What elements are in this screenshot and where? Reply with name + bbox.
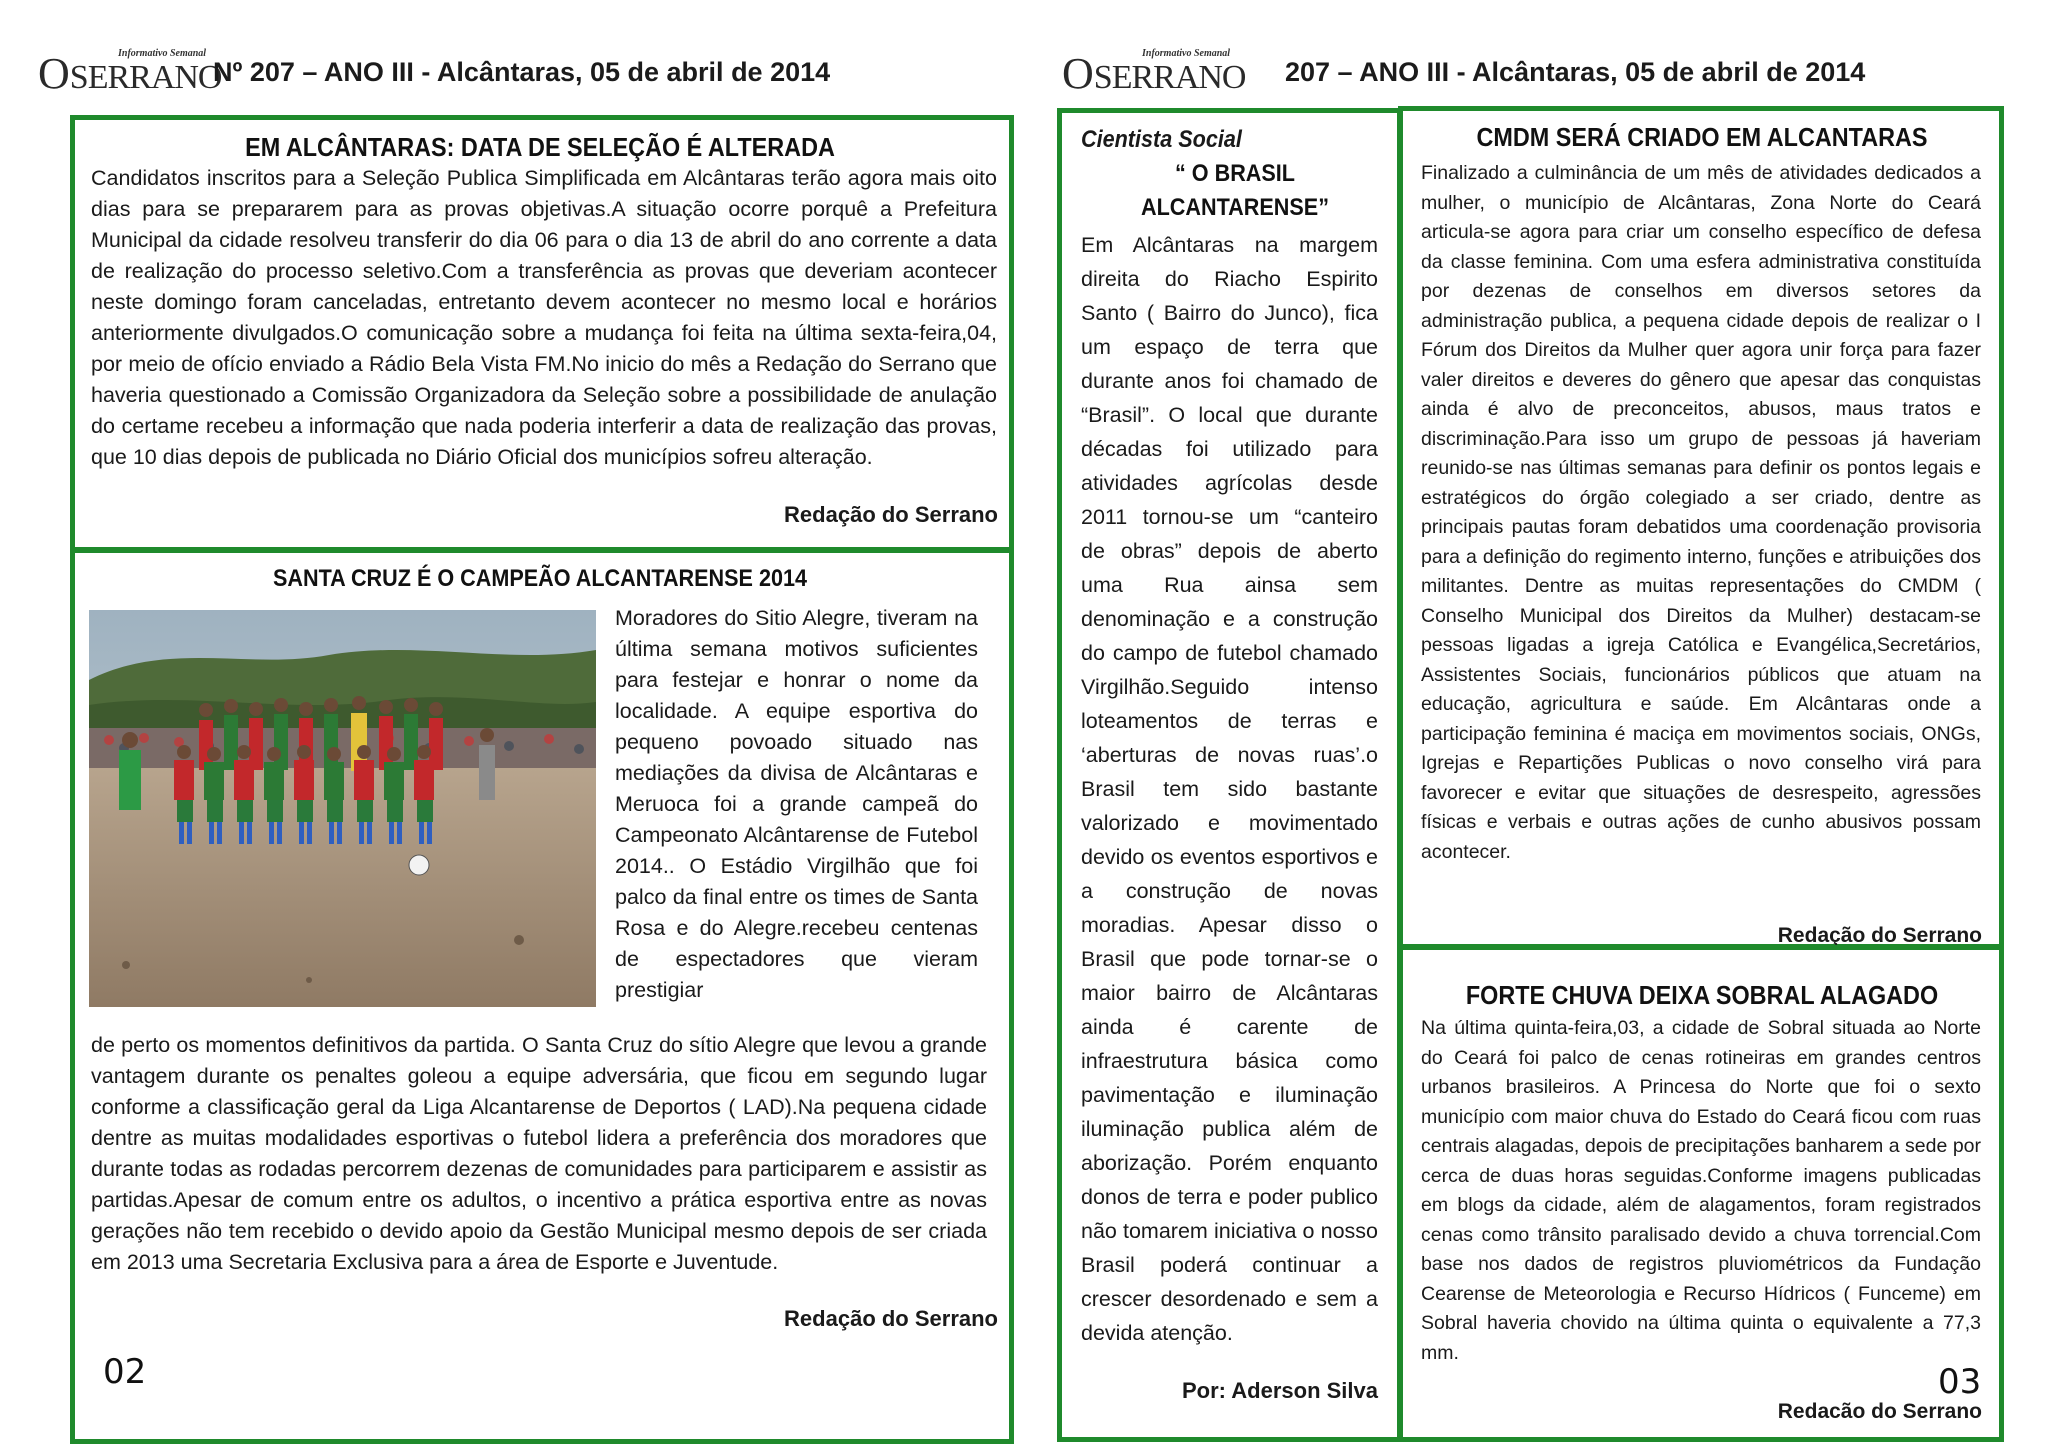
article-cmdm-title: CMDM SERÁ CRIADO EM ALCANTARAS (1476, 122, 1928, 152)
left-logo-tagline: Informativo Semanal (118, 48, 207, 59)
logo-wordmark: SERRANO (69, 59, 222, 96)
column-brasil-kicker: Cientista Social (1081, 126, 1242, 153)
article-cmdm-body: Finalizado a culminância de um mês de atividades dedicados a mulher, o município de Alcântaras, Zona Norte do Ceará articula-se agora para criar um conselho específico de defesa da classe feminina. Com uma esfera administrativa constituída por dezenas de conselhos em diversos setores da administração publica, a pequena cidade depois de realizar o I Fórum dos Direitos da Mulher quer agora unir força para fazer valer direitos e deveres do gênero que apesar das conquistas ainda é alvo de preconceitos, abusos, maus tratos e discriminação.Para isso um grupo de pessoas já haveriam reunido-se nas últimas semanas para definir os pontos legais e estratégicos do órgão colegiado a ser criado, dentre as principais pautas foram debatidos uma coordenação provisoria para a definição do regimento interno, funções e atribuições dos militantes. Dentre as muitas representações do CMDM ( Conselho Municipal dos Direitos da Mulher) destacam-se pessoas ligadas a igreja Católica e Evangélica,Secretários, Assistentes Sociais, funcionários públicos que atuam na educação, agricultura e saúde. Em Alcântaras onde a participação feminina é maciça em movimentos sociais, ONGs, Igrejas e Repartições Publicas o novo conselho virá para favorecer e evitar que situações de desrespeito, agressões físicas e verbais e outras ações de cunho abusivos possam acontecer. (1421, 162, 1981, 863)
article-campeao-body-full: de perto os momentos definitivos da partida. O Santa Cruz do sítio Alegre que levou a grande vantagem durante os penaltes goleou a equipe adversária, que ficou em segundo lugar conforme a classificação geral da Liga Alcantarense de Deportos ( LAD).Na pequena cidade dentre as muitas modalidades esportivas o futebol lidera a preferência dos moradores que durante todas as rodadas percorrem dezenas de comunidades para participarem e assistir as partidas.Apesar de comum entre os adultos, o incentivo a prática esportiva entre as novas gerações não tem recebido o devido apoio da Gestão Municipal mesmo depois de ser criada em 2013 uma Secretaria Exclusiva para a área de Esporte e Juventude. (91, 1033, 987, 1274)
article-selecao-body: Candidatos inscritos para a Seleção Publica Simplificada em Alcântaras terão agora mais oito dias para se prepararem para as provas objetivas.A situação ocorre porquê a Prefeitura Municipal da cidade resolveu transferir do dia 06 para o dia 13 de abril do ano corrente a data de realização do processo seletivo.Com a transferência as provas que deveriam acontecer neste domingo foram canceladas, entretanto devem acontecer no mesmo local e horários anteriormente divulgados.O comunicação sobre a mudança foi feita na última sexta-feira,04, por meio de ofício enviado a Rádio Bela Vista FM.No inicio do mês a Redação do Serrano que haveria questionado a Comissão Organizadora da Seleção sobre a possibilidade de anulação do certame recebeu a informação que nada poderia interferir a data de realização das provas, que 10 dias depois de publicada no Diário Oficial dos municípios sofreu alteração. (91, 166, 997, 469)
article-chuva-title: FORTE CHUVA DEIXA SOBRAL ALAGADO (1465, 980, 1939, 1010)
article-cmdm-credit: Redação do Serrano (1777, 924, 1982, 947)
article-chuva-body: Na última quinta-feira,03, a cidade de Sobral situada ao Norte do Ceará foi palco de cenas rotineiras em grandes centros urbanos brasileiros. A Princesa do Norte que foi o sexto município com maior chuva do Estado do Ceará ficou com ruas centrais alagadas, depois de precipitações banharem a sede por cerca de duas horas seguidas.Conforme imagens publicadas em blogs da cidade, além de alagamentos, foram registrados cenas como trânsito paralisado devido a chuva torrencial.Com base nos dados de registros pluviométricos da Fundação Cearense de Meteorologia e Recurso Hídricos ( Funceme) em Sobral haveria chovido na última quinta o equivalente a 77,3 mm. (1421, 1017, 1981, 1364)
page-number-right: 03 (1938, 1362, 1982, 1402)
logo-letter: O (1062, 49, 1094, 98)
article-campeao-title: SANTA CRUZ É O CAMPEÃO ALCANTARENSE 2014 (272, 565, 808, 592)
article-selecao-credit: Redação do Serrano (784, 502, 998, 527)
football-team-photo (89, 610, 596, 1007)
left-issue-line: Nº 207 – ANO III - Alcântaras, 05 de abril de 2014 (213, 57, 831, 87)
article-selecao-title: EM ALCÂNTARAS: DATA DE SELEÇÃO É ALTERADA (245, 132, 835, 162)
logo-wordmark: SERRANO (1093, 59, 1246, 96)
logo-letter: O (38, 49, 70, 98)
team-photo-illustration (89, 610, 596, 1007)
article-campeao-body-side: Moradores do Sitio Alegre, tiveram na última semana motivos suficientes para festejar e honrar o nome da localidade. A equipe esportiva do pequeno povoado situado nas mediações da divisa de Alcântaras e Meruoca foi a grande campeã do Campeonato Alcântarense de Futebol 2014.. O Estádio Virgilhão que foi palco da final entre os times de Santa Rosa e do Alegre.recebeu centenas de espectadores que vieram prestigiar (615, 606, 978, 1002)
column-brasil-title: “ O BRASIL ALCANTARENSE” (1140, 160, 1329, 221)
article-chuva-credit: Redacão do Serrano (1777, 1400, 1982, 1423)
column-brasil-credit: Por: Aderson Silva (1181, 1378, 1378, 1403)
right-issue-line: 207 – ANO III - Alcântaras, 05 de abril de 2014 (1285, 57, 1866, 87)
page-number-left: 02 (103, 1352, 147, 1392)
right-logo-tagline: Informativo Semanal (1142, 48, 1231, 59)
article-campeao-credit: Redação do Serrano (784, 1306, 998, 1331)
column-brasil-body: Em Alcântaras na margem direita do Riacho Espirito Santo ( Bairro do Junco), fica um espaço de terra que durante anos foi chamado de “Brasil”. O local que durante décadas foi utilizado para atividades agrícolas desde 2011 tornou-se um “canteiro de obras” depois de aberto uma Rua ainsa sem denominação e a construção do campo de futebol chamado Virgilhão.Seguido intenso loteamentos de terras e ‘aberturas de novas ruas’.o Brasil tem sido bastante valorizado e movimentado devido os eventos esportivos e a construção de novas moradias. Apesar disso o Brasil que pode tornar-se o maior bairro de Alcântaras ainda é carente de infraestrutura básica como pavimentação e iluminação iluminação publica além de aborização. Porém enquanto donos de terra e poder publico não tomarem iniciativa o nosso Brasil poderá continuar a crescer desordenado e sem a devida atenção. (1081, 233, 1378, 1345)
